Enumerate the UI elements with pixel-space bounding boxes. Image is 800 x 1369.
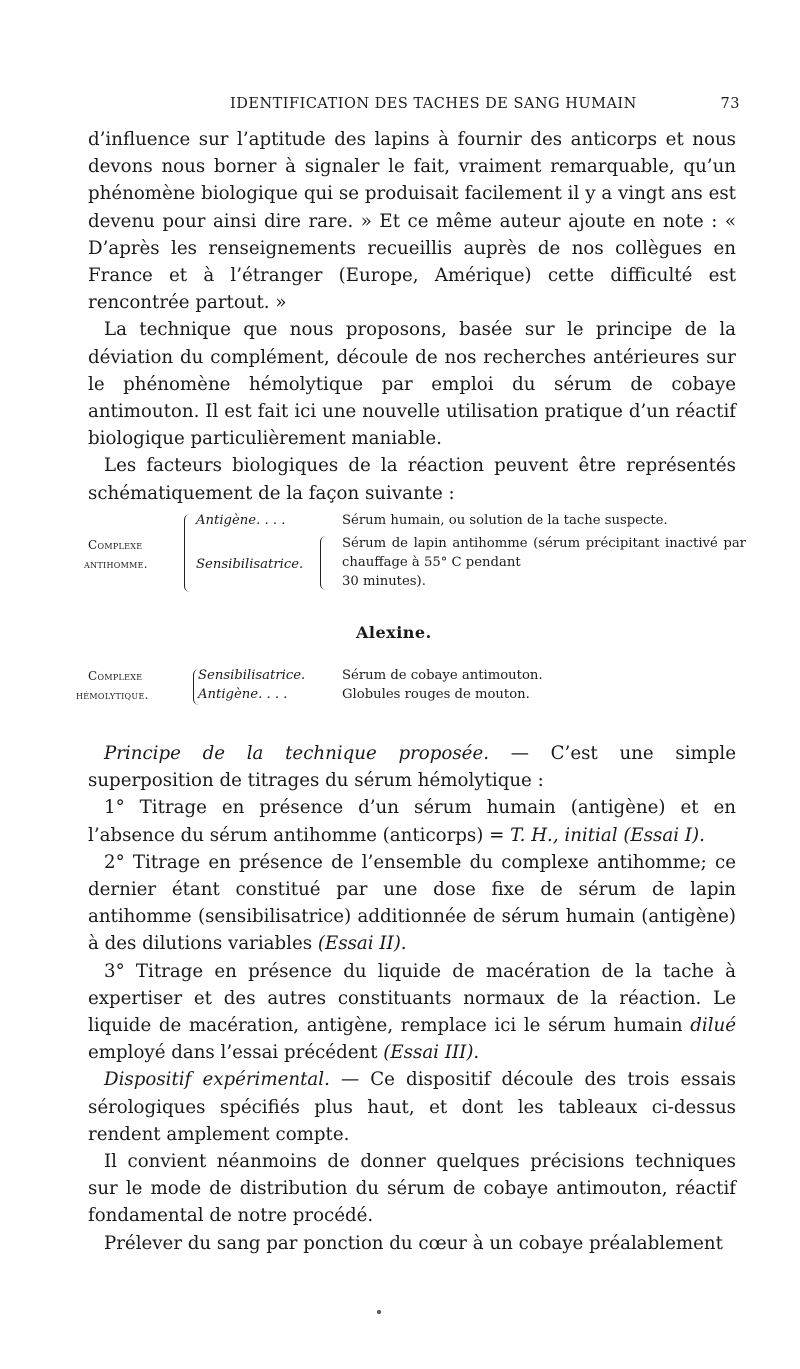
- schema1-antigen-label: Antigène. . . .: [196, 513, 286, 528]
- list-item-essai-1: [88, 794, 736, 848]
- body-block-bottom: [88, 740, 736, 1257]
- paragraph-convient: Il convient néanmoins de donner quelques précisions techniques sur le mode de distribution du sérum de cobaye antimouton, réactif fondamental de notre procédé.: [88, 1151, 736, 1227]
- item3-text-a: 3° Titrage en présence du liquide de macération de la tache à expertiser et des autres constituants normaux de la réaction. Le liquide de macération, antigène, remplace ici le sérum humain: [88, 960, 736, 1037]
- schema2-sens-label: Sensibilisatrice.: [198, 668, 306, 683]
- print-speck: [377, 1310, 381, 1314]
- paragraph-dispositif: [88, 1066, 736, 1148]
- item1-essai: (Essai I).: [617, 824, 705, 846]
- schema-complexe-hemolytique: [76, 665, 748, 709]
- schema2-group-line2: hémolytique.: [76, 688, 149, 702]
- schema1-left-brace: [184, 514, 190, 592]
- paragraph-principe: [88, 740, 736, 794]
- item1-text: 1° Titrage en présence d’un sérum humain (antigène) et en l’absence du sérum antihomme (anticorps) =: [88, 797, 736, 846]
- item1-formula: T. H., initial: [510, 824, 618, 846]
- item3-dilue: dilué: [690, 1015, 736, 1037]
- page-number: 73: [720, 96, 740, 112]
- list-item-essai-3: [88, 958, 736, 1067]
- schema2-antigen-label: Antigène. . . .: [198, 687, 288, 702]
- schema2-group-line1: Complexe: [88, 669, 143, 683]
- paragraph-factors: Les facteurs biologiques de la réaction peuvent être représentés schématiquement de la façon suivante :: [88, 455, 736, 504]
- schema1-right-brace: [320, 536, 326, 590]
- body-block-top: [88, 126, 736, 507]
- paragraph-prelever: Prélever du sang par ponction du cœur à un cobaye préalablement: [104, 1232, 723, 1254]
- schema-complexe-antihomme: [84, 510, 748, 600]
- schema1-sens-value-end: 30 minutes).: [342, 574, 426, 589]
- schema1-group-line2: antihomme.: [84, 557, 148, 571]
- paragraph-quote-continuation: d’influence sur l’aptitude des lapins à fournir des anticorps et nous devons nous borner à signaler le fait, vraiment remarquable, qu’un phénomène biologique qui se produisait facilement il y a vingt ans est devenu pour ainsi dire rare. » Et ce même auteur ajoute en note : « D’après les renseignements recueillis auprès de nos collègues en France et à l’étranger (Europe, Amérique) cette difficulté est rencontrée partout. »: [88, 129, 736, 314]
- dispositif-lead: Dispositif expérimental.: [104, 1069, 330, 1091]
- list-item-essai-2: [88, 849, 736, 958]
- item2-text: 2° Titrage en présence de l’ensemble du complexe antihomme; ce dernier étant constitué par une dose fixe de sérum de lapin antihomme (sensibilisatrice) additionnée de sérum humain (antigène) à des dilutions variables: [88, 851, 736, 955]
- item3-text-b: employé dans l’essai précédent: [88, 1042, 384, 1064]
- running-header: [230, 96, 740, 118]
- schema1-sens-label: Sensibilisatrice.: [196, 557, 304, 572]
- schema1-sens-value: Sérum de lapin antihomme (sérum précipitant inactivé par chauffage à 55° C pendant: [342, 536, 746, 570]
- schema1-antigen-value: Sérum humain, ou solution de la tache suspecte.: [342, 513, 668, 528]
- schema2-sens-value: Sérum de cobaye antimouton.: [342, 668, 543, 683]
- principe-lead: Principe de la technique proposée.: [104, 743, 489, 764]
- dispositif-text: — Ce dispositif découle des trois essais sérologiques spécifiés plus haut, et dont les tableaux ci-dessus rendent amplement compte.: [88, 1069, 736, 1145]
- schema1-group-line1: Complexe: [88, 538, 143, 552]
- paragraph-technique-text: La technique que nous proposons, basée sur le principe de la déviation du complément, découle de nos recherches antérieures sur le phénomène hémolytique par emploi du sérum de cobaye antimouton. Il est fait ici une nouvelle utilisation pratique d’un réactif biologique particulièrement maniable.: [88, 319, 736, 450]
- running-title: IDENTIFICATION DES TACHES DE SANG HUMAIN: [230, 96, 637, 112]
- alexine-heading: Alexine.: [356, 623, 432, 642]
- item3-essai: (Essai III).: [383, 1042, 480, 1064]
- item2-essai: (Essai II).: [317, 933, 407, 955]
- paragraph-technique: [88, 316, 736, 452]
- schema2-antigen-value: Globules rouges de mouton.: [342, 687, 530, 702]
- principe-text: — C’est une simple superposition de titrages du sérum hémolytique :: [88, 743, 736, 792]
